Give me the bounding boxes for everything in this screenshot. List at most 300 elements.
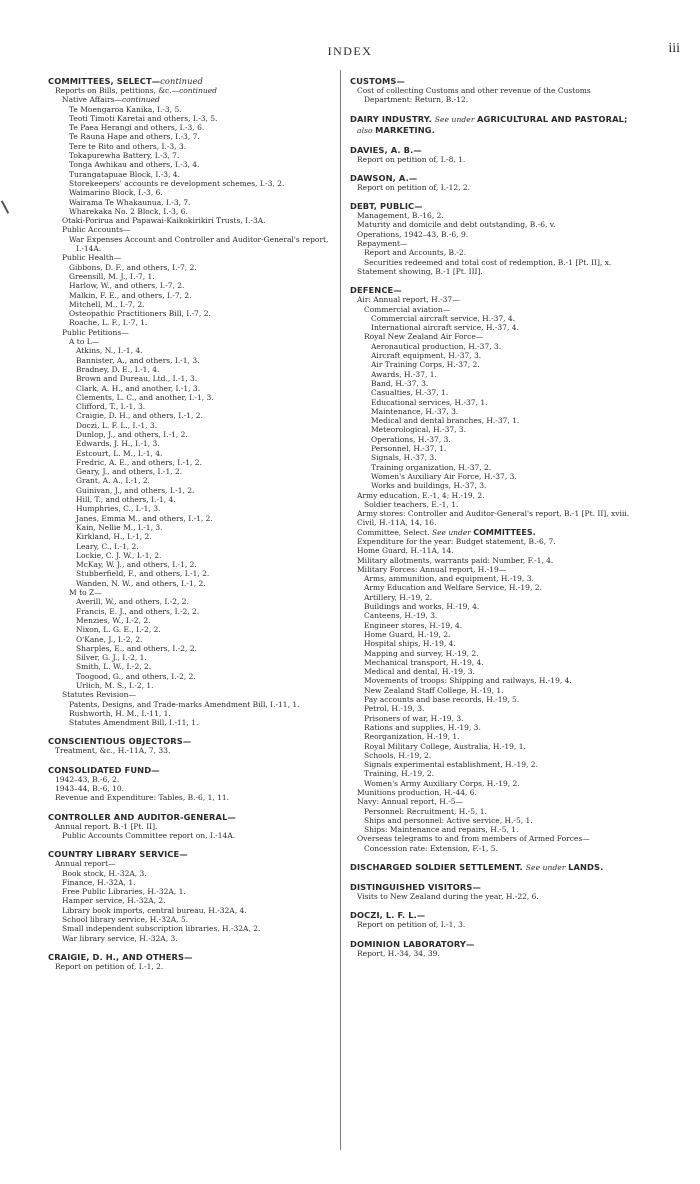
index-entry	[350, 211, 640, 220]
index-entry	[350, 518, 640, 527]
entry-text: Francis, E. J., and others, I.-2, 2.	[76, 606, 200, 616]
entry-text: 1943–44, B.-6, 10.	[55, 784, 125, 794]
entry-text: Band, H.-37, 3.	[371, 378, 429, 388]
entry-text: Silver, G. J., I.-2, 1.	[76, 653, 147, 663]
index-entry	[48, 263, 334, 272]
index-entry	[48, 915, 334, 924]
index-entry	[48, 718, 334, 727]
index-entry	[48, 300, 334, 309]
entry-text: Aircraft equipment, H.-37, 3.	[371, 351, 482, 361]
index-entry	[48, 588, 334, 597]
index-entry	[350, 788, 640, 797]
index-entry	[48, 328, 334, 337]
index-entry	[350, 239, 640, 248]
entry-text: Geary, J., and others, I.-1, 2.	[76, 467, 183, 477]
entry-text: Wairama Te Whakaunua, I.-3, 7.	[69, 197, 191, 207]
left-column	[48, 76, 334, 971]
index-entry	[350, 86, 640, 105]
index-entry	[350, 892, 640, 901]
entry-text: Statutes Revision—	[62, 690, 136, 700]
entry-text: Wanden, N. W., and others, I.-1, 2.	[76, 578, 206, 588]
entry-text: Smith, L. W., I.-2, 2.	[76, 662, 152, 672]
index-entry	[350, 416, 640, 425]
index-entry	[350, 332, 640, 341]
index-entry	[350, 500, 640, 509]
index-entry	[48, 597, 334, 606]
entry-text: Arms, ammunition, and equipment, H.-19, 3.	[364, 574, 534, 584]
index-entry	[48, 579, 334, 588]
entry-text: Hospital ships, H.-19, 4.	[364, 639, 456, 649]
index-entry	[48, 179, 334, 188]
heading-text: CONSOLIDATED FUND—	[48, 764, 160, 775]
index-entry	[48, 337, 334, 346]
entry-text: Storekeepers' accounts re development schemes, I.-3, 2.	[69, 178, 285, 188]
heading-text: DAWSON, A.—	[350, 172, 418, 183]
entry-text: Small independent subscription libraries, H.-32A, 2.	[62, 924, 261, 934]
entry-text: Teoti Timoti Karetai and others, I.-3, 5.	[69, 113, 218, 123]
entry-text: Medical and dental, H.-19, 3.	[364, 667, 475, 677]
index-entry	[350, 537, 640, 546]
index-entry	[48, 784, 334, 793]
entry-text: Prisoners of war, H.-19, 3.	[364, 713, 464, 723]
entry-text: Clements, L. C., and another, I.-1, 3.	[76, 392, 214, 402]
index-heading	[350, 201, 640, 211]
entry-text: Bannister, A., and others, I.-1, 3.	[76, 355, 200, 365]
entry-text: Repayment—	[357, 239, 408, 249]
entry-text: School library service, H.-32A, 5.	[62, 915, 189, 925]
entry-text: Osteopathic Practitioners Bill, I.-7, 2.	[69, 309, 211, 319]
entry-text: Doczi, L. F. L., I.-1, 3.	[76, 420, 158, 430]
entry-text: Securities redeemed and total cost of redemption, B.-1 [Pt. II], x.	[364, 257, 612, 267]
heading-text: DAIRY INDUSTRY.	[350, 113, 435, 124]
entry-text: Movements of troops: Shipping and railways, H.-19, 4.	[364, 676, 572, 686]
entry-text: Roache, L. F., I.-7, 1.	[69, 318, 148, 328]
entry-text: Public Petitions—	[62, 327, 129, 337]
entry-text: Statement showing, B.-1 [Pt. III].	[357, 266, 483, 276]
entry-text: Clifford, T., I.-1, 3.	[76, 402, 146, 412]
index-entry	[48, 198, 334, 207]
index-entry	[48, 253, 334, 262]
crossref-target: COMMITTEES.	[473, 527, 536, 537]
index-entry	[48, 625, 334, 634]
index-entry	[350, 825, 640, 834]
index-entry	[350, 565, 640, 574]
index-entry	[350, 742, 640, 751]
index-entry	[48, 160, 334, 169]
index-heading	[48, 765, 334, 775]
index-entry	[48, 374, 334, 383]
heading-text: COMMITTEES, SELECT—	[48, 76, 161, 86]
heading-text: CUSTOMS—	[350, 76, 405, 86]
index-entry	[350, 267, 640, 276]
index-entry	[350, 779, 640, 788]
entry-text: Guinivan, J., and others, I.-1, 2.	[76, 485, 195, 495]
entry-text: Annual report—	[55, 859, 116, 869]
index-entry	[48, 486, 334, 495]
entry-text: Edwards, J. H., I.-1, 3.	[76, 439, 160, 449]
crossref-target: MARKETING.	[375, 124, 435, 135]
entry-text: Tokapurewha Battery, I.-3, 7.	[69, 151, 180, 161]
entry-text: Treatment, &c., H.-11A, 7, 33.	[55, 746, 171, 756]
entry-text: Bradney, D. E., I.-1, 4.	[76, 364, 160, 374]
index-entry	[350, 388, 640, 397]
index-entry	[350, 676, 640, 685]
index-entry	[48, 151, 334, 160]
index-entry	[48, 402, 334, 411]
index-entry	[48, 225, 334, 234]
heading-text: CONSCIENTIOUS OBJECTORS—	[48, 736, 192, 747]
entry-text: Toogood, G., and others, I.-2, 2.	[76, 671, 196, 681]
entry-text: Visits to New Zealand during the year, H.-22, 6.	[357, 892, 539, 902]
index-entry	[350, 472, 640, 481]
continued-note: continued	[179, 86, 217, 95]
heading-text: COUNTRY LIBRARY SERVICE—	[48, 849, 188, 860]
entry-text: Free Public Libraries, H.-32A, 1.	[62, 887, 186, 897]
index-entry	[48, 476, 334, 485]
index-heading	[350, 76, 640, 86]
entry-text: Pay accounts and base records, H.-19, 5.	[364, 695, 520, 705]
entry-text: Buildings and works, H.-19, 4.	[364, 602, 480, 612]
heading-text: DISCHARGED SOLDIER SETTLEMENT.	[350, 862, 526, 873]
index-entry	[48, 132, 334, 141]
index-entry	[350, 639, 640, 648]
entry-text: Casualties, H.-37, 1.	[371, 388, 449, 398]
crossref-target: AGRICULTURAL AND PASTORAL;	[477, 113, 628, 124]
index-entry	[350, 444, 640, 453]
index-entry	[48, 142, 334, 151]
index-entry	[350, 751, 640, 760]
entry-text: Reorganization, H.-19, 1.	[364, 732, 460, 742]
entry-text: Atkins, N., I.-1, 4.	[76, 346, 143, 356]
entry-text: Munitions production, H.-44, 6.	[357, 788, 477, 797]
entry-text: Management, B.-16, 2.	[357, 211, 444, 221]
index-heading	[48, 736, 334, 746]
entry-text: Soldier teachers, E.-1, 1.	[364, 499, 459, 509]
see-under: See under	[434, 114, 478, 124]
entry-text: Humphries, C., I.-1, 3.	[76, 504, 161, 514]
entry-text: Report, H.-34, 34, 39.	[357, 948, 440, 958]
index-entry	[48, 318, 334, 327]
entry-text: Annual report, B.-1 [Pt. II].	[55, 821, 158, 831]
entry-text: Home Guard, H.-11A, 14.	[357, 546, 454, 556]
index-entry	[350, 844, 640, 853]
index-entry	[48, 532, 334, 541]
entry-text: Craigie, D. H., and others, I.-1, 2.	[76, 411, 203, 421]
entry-text: Report on petition of, I.-1, 3.	[357, 920, 466, 930]
index-entry	[350, 667, 640, 676]
entry-text: Air Training Corps, H.-37, 2.	[371, 360, 480, 370]
entry-text: Kirkland, H., I.-1, 2.	[76, 532, 152, 542]
heading-text: CRAIGIE, D. H., AND OTHERS—	[48, 951, 193, 962]
index-entry	[48, 281, 334, 290]
entry-text: Averill, W., and others, I.-2, 2.	[76, 597, 189, 607]
index-entry	[48, 272, 334, 281]
entry-text: Canteens, H.-19, 3.	[364, 611, 438, 621]
entry-text: Mitchell, M., I.-7, 2.	[69, 299, 145, 309]
index-entry	[48, 887, 334, 896]
heading-text: DISTINGUISHED VISITORS—	[350, 882, 481, 893]
entry-text: Leary, C., I.-1, 2.	[76, 541, 139, 551]
entry-text: Greensill, M. J., I.-7, 1.	[69, 271, 155, 281]
entry-text: Personnel: Recruitment, H.-5, 1.	[364, 806, 487, 816]
index-entry	[48, 560, 334, 569]
entry-text: International aircraft service, H.-37, 4.	[371, 323, 519, 333]
entry-text: Otaki-Porirua and Papawai-Kaikokirikiri Trusts, I.-3A.	[62, 216, 266, 226]
entry-text: Committee, Select.	[357, 527, 432, 537]
index-heading	[350, 910, 640, 920]
entry-text: Petrol, H.-19, 3.	[364, 704, 425, 714]
entry-text: Clark, A. H., and another, I.-1, 3.	[76, 383, 201, 393]
entry-text: Army Education and Welfare Service, H.-19, 2.	[364, 583, 542, 593]
index-entry	[48, 495, 334, 504]
index-entry	[350, 351, 640, 360]
index-entry	[350, 732, 640, 741]
index-entry	[48, 384, 334, 393]
entry-text: Women's Auxiliary Air Force, H.-37, 3.	[371, 471, 517, 481]
entry-text: Urlich, M. S., I.-2, 1.	[76, 681, 154, 690]
entry-text: Public Accounts—	[62, 225, 131, 235]
entry-text: Mechanical transport, H.-19, 4.	[364, 657, 484, 667]
margin-mark	[1, 200, 9, 213]
entry-text: McKay, W. J., and others, I.-1, 2.	[76, 560, 197, 570]
entry-text: Grant, A. A., I.-1, 2.	[76, 476, 150, 486]
index-heading	[48, 952, 334, 962]
index-entry	[350, 258, 640, 267]
entry-text: Report on petition of, I.-8, 1.	[357, 154, 466, 164]
entry-text: Mapping and survey, H.-19, 2.	[364, 648, 479, 658]
index-entry	[350, 314, 640, 323]
entry-text: Military Forces: Annual report, H.-19—	[357, 564, 507, 574]
index-entry	[350, 220, 640, 229]
index-entry	[350, 370, 640, 379]
continued-note: continued	[160, 76, 203, 86]
index-entry	[48, 523, 334, 532]
index-entry	[48, 207, 334, 216]
index-entry	[48, 831, 334, 840]
index-entry	[48, 775, 334, 784]
index-heading	[350, 939, 640, 949]
entry-text: Operations, H.-37, 3.	[371, 434, 451, 444]
index-entry	[48, 235, 334, 254]
index-entry	[350, 305, 640, 314]
entry-text: Training organization, H.-37, 2.	[371, 462, 492, 472]
index-entry	[48, 114, 334, 123]
heading-text: DAVIES, A. B.—	[350, 144, 422, 155]
entry-text: Ships: Maintenance and repairs, H.-5, 1.	[364, 825, 519, 835]
entry-text: Harlow, W., and others, I.-7, 2.	[69, 281, 185, 291]
index-entry	[48, 411, 334, 420]
index-entry	[350, 230, 640, 239]
entry-text: Rations and supplies, H.-19, 3.	[364, 722, 481, 732]
index-entry	[350, 602, 640, 611]
index-entry	[350, 658, 640, 667]
entry-text: Finance, H.-32A, 1.	[62, 877, 136, 887]
entry-text: Military allotments, warrants paid: Number, F.-1, 4.	[357, 555, 554, 565]
index-entry	[48, 924, 334, 933]
index-entry	[350, 323, 640, 332]
entry-text: Commercial aviation—	[364, 304, 451, 314]
entry-text: Air: Annual report, H.-37—	[357, 295, 460, 305]
entry-text: A to L—	[69, 337, 100, 347]
entry-text: Medical and dental branches, H.-37, 1.	[371, 416, 520, 426]
index-entry	[48, 542, 334, 551]
entry-text: Commercial aircraft service, H.-37, 4.	[371, 313, 516, 323]
index-entry	[350, 360, 640, 369]
index-entry	[350, 649, 640, 658]
index-entry	[350, 248, 640, 257]
index-entry	[48, 430, 334, 439]
heading-text: DOMINION LABORATORY—	[350, 938, 475, 949]
index-entry	[48, 690, 334, 699]
entry-text: Estcourt, L. M., I.-1, 4.	[76, 448, 163, 458]
entry-text: Malkin, F. E., and others, I.-7, 2.	[69, 290, 192, 300]
page-number: iii	[668, 41, 680, 56]
column-divider	[340, 70, 341, 1150]
index-heading	[48, 76, 334, 86]
index-heading	[350, 285, 640, 295]
entry-text: Signals experimental establishment, H.-19, 2.	[364, 760, 538, 770]
entry-text: O'Kane, J., I.-2, 2.	[76, 634, 143, 644]
entry-text: Overseas telegrams to and from members of Armed Forces—	[357, 834, 590, 844]
entry-text: Waimarino Block, I.-3, 6.	[69, 188, 163, 198]
index-entry	[350, 686, 640, 695]
entry-text: Sharples, E., and others, I.-2, 2.	[76, 643, 197, 653]
index-entry	[350, 797, 640, 806]
index-entry	[350, 714, 640, 723]
entry-text: Report on petition of, I.-1, 2.	[55, 961, 164, 971]
entry-text: Operations, 1942–43, B.-6, 9.	[357, 229, 469, 239]
index-entry	[48, 906, 334, 915]
entry-text: Turangatapuae Block, I.-3, 4.	[69, 169, 180, 179]
index-entry	[48, 569, 334, 578]
entry-text: Training, H.-19, 2.	[364, 769, 435, 779]
entry-text: Book stock, H.-32A, 3.	[62, 868, 147, 878]
index-entry	[350, 398, 640, 407]
entry-text: Awards, H.-37, 1.	[371, 369, 437, 379]
index-entry	[350, 630, 640, 639]
entry-text: Ships and personnel: Active service, H.-5, 1.	[364, 815, 533, 825]
index-entry	[350, 556, 640, 565]
index-entry	[350, 295, 640, 304]
index-entry	[48, 421, 334, 430]
index-entry	[350, 723, 640, 732]
index-entry	[350, 453, 640, 462]
index-entry	[350, 583, 640, 592]
entry-text: Personnel, H.-37, 1.	[371, 444, 447, 454]
index-entry	[350, 807, 640, 816]
index-entry	[350, 463, 640, 472]
index-entry	[350, 816, 640, 825]
index-entry	[350, 546, 640, 555]
entry-text: Report on petition of, I.-12, 2.	[357, 182, 471, 192]
index-entry	[350, 379, 640, 388]
index-entry	[350, 155, 640, 164]
index-entry	[48, 709, 334, 718]
entry-text: New Zealand Staff College, H.-19, 1.	[364, 685, 504, 695]
see-also: also	[357, 125, 376, 135]
crossref-target: LANDS.	[568, 862, 604, 873]
entry-text: Statutes Amendment Bill, I.-11, 1.	[69, 718, 199, 728]
index-entry	[48, 635, 334, 644]
index-entry	[350, 695, 640, 704]
heading-text: DEFENCE—	[350, 285, 402, 296]
index-heading	[48, 849, 334, 859]
index-heading	[350, 173, 640, 183]
entry-text: War Expenses Account and Controller and Auditor-General's report, I.-14A.	[69, 234, 329, 254]
entry-text: Fredric, A. E., and others, I.-1, 2.	[76, 457, 202, 467]
index-heading	[350, 145, 640, 155]
entry-text: Army education, E.-1, 4; H.-19, 2.	[357, 490, 485, 500]
entry-text: Brown and Dureau, Ltd., I.-1, 3.	[76, 374, 198, 384]
entry-text: Public Health—	[62, 253, 122, 263]
index-entry	[48, 700, 334, 709]
index-entry	[48, 681, 334, 690]
index-entry	[48, 458, 334, 467]
index-entry	[48, 393, 334, 402]
entry-text: Army stores: Controller and Auditor-General's report, B.-1 [Pt. II], xviii.	[357, 509, 630, 519]
entry-text: Tere te Rito and others, I.-3, 3.	[69, 141, 187, 151]
index-entry	[350, 834, 640, 843]
index-entry	[48, 170, 334, 179]
entry-text: Wharekaka No. 2 Block, I.-3, 6.	[69, 206, 188, 216]
index-entry	[48, 653, 334, 662]
index-entry	[48, 309, 334, 318]
index-entry	[48, 551, 334, 560]
entry-text: Navy: Annual report, H.-5—	[357, 797, 464, 807]
index-entry	[48, 365, 334, 374]
entry-text: M to Z—	[69, 588, 102, 598]
entry-text: War library service, H.-32A, 3.	[62, 933, 178, 943]
entry-text: Report and Accounts, B.-2.	[364, 248, 467, 258]
index-entry	[48, 86, 334, 95]
entry-text: Kain, Nellie M., I.-1, 3.	[76, 522, 163, 532]
entry-text: Artillery, H.-19, 2.	[364, 592, 433, 602]
index-entry	[48, 123, 334, 132]
index-entry	[350, 760, 640, 769]
index-entry	[48, 449, 334, 458]
index-entry	[48, 644, 334, 653]
index-entry	[350, 509, 640, 518]
entry-text: Home Guard, H.-19, 2.	[364, 629, 451, 639]
entry-text: Lockie, C. J. W., I.-1, 2.	[76, 550, 162, 560]
entry-text: Dunlop, J., and others, I.-1, 2.	[76, 429, 188, 439]
entry-text: Women's Army Auxiliary Corps, H.-19, 2.	[364, 778, 520, 788]
index-entry	[48, 95, 334, 104]
right-column	[350, 76, 640, 958]
index-entry	[48, 188, 334, 197]
index-entry	[350, 574, 640, 583]
index-heading	[48, 812, 334, 822]
entry-text: Te Paea Herangi and others, I.-3, 6.	[69, 123, 205, 133]
entry-text: Maintenance, H.-37, 3.	[371, 406, 459, 416]
entry-text: Engineer stores, H.-19, 4.	[364, 620, 463, 630]
entry-text: Meteorological, H.-37, 3.	[371, 425, 467, 435]
index-entry	[48, 616, 334, 625]
index-entry	[48, 859, 334, 868]
index-entry	[48, 662, 334, 671]
index-entry	[350, 949, 640, 958]
entry-text: Works and buildings, H.-37, 3.	[371, 481, 487, 491]
index-entry	[350, 611, 640, 620]
entry-text: Expenditure for the year: Budget statement, B.-6, 7.	[357, 536, 556, 546]
entry-text: Concession rate: Extension, F.-1, 5.	[364, 843, 498, 853]
entry-text: Public Accounts Committee report on, I.-14A.	[62, 830, 236, 840]
index-entry	[350, 621, 640, 630]
index-entry	[350, 769, 640, 778]
entry-text: Library book imports, central bureau, H.-32A, 4.	[62, 905, 247, 915]
entry-text: Rushworth, H. M., I.-11, 1.	[69, 708, 171, 718]
entry-text: Patents, Designs, and Trade-marks Amendment Bill, I.-11, 1.	[69, 699, 300, 709]
